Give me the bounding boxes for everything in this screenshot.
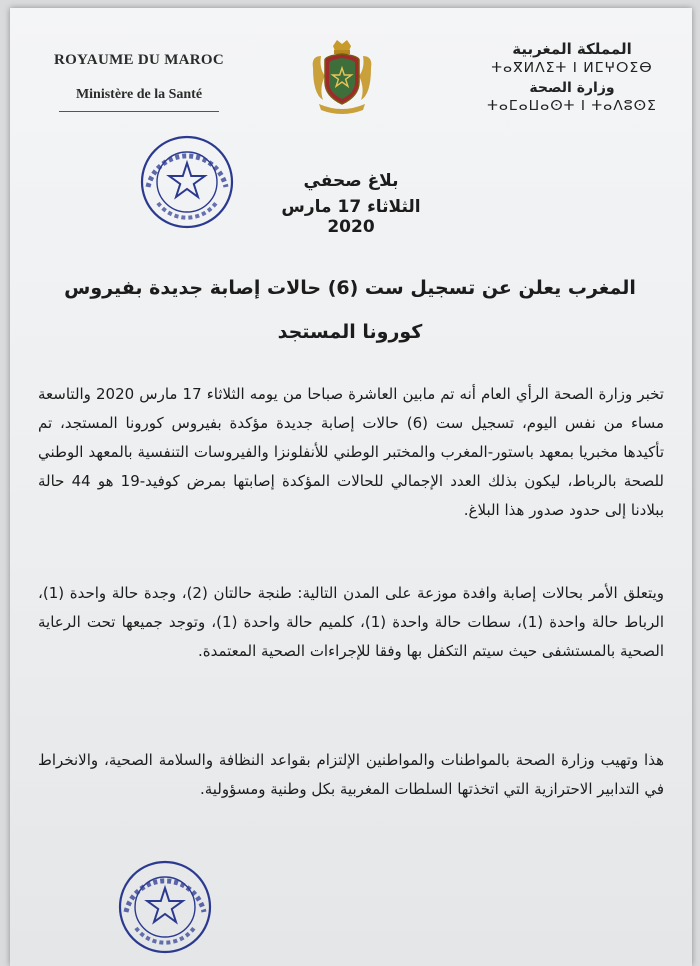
ministry-stamp-icon [138,133,236,231]
document-page [10,8,692,966]
header-ministry-tifinagh: ⵜⴰⵎⴰⵡⴰⵙⵜ ⵏ ⵜⴰⴷⵓⵙⵉ [487,98,657,114]
header-divider [59,111,219,112]
document-headline: المغرب يعلن عن تسجيل ست (6) حالات إصابة جديدة بفيروس كورونا المستجد [64,277,636,343]
coat-of-arms-icon [305,38,379,118]
press-release-label: بلاغ صحفي [303,171,399,191]
press-release-heading [266,171,436,237]
paragraph-3: هذا وتهيب وزارة الصحة بالمواطنات والمواطنين الإلتزام بقواعد النظافة والسلامة الصحية، والانخراط في التدابير الاحترازية التي اتخذتها السلطات المغربية بكل وطنية ومسؤولية. [38,751,664,798]
header-ministry-fr: Ministère de la Santé [75,87,203,102]
header-kingdom-fr: ROYAUME DU MAROC [53,52,225,68]
header-arabic [472,40,672,114]
header-french [34,52,244,112]
ministry-stamp-bottom-icon [116,858,214,956]
paragraph-2: ويتعلق الأمر بحالات إصابة وافدة موزعة على المدن التالية: طنجة حالتان (2)، وجدة حالة واحدة (1)، الرباط حالة واحدة (1)، سطات حالة واحدة (1)، كلميم حالة واحدة (1)، وتوجد جميعها تحت الرعاية الصحية بالمستشفى حيث سيتم التكفل بها وفقا للإجراءات الصحية المعتمدة. [38,584,665,660]
paragraph-1: تخبر وزارة الصحة الرأي العام أنه تم مابين العاشرة صباحا من يومه الثلاثاء 17 مارس 2020 والتاسعة مساء من نفس اليوم، تسجيل ست (6) حالات إصابة جديدة مؤكدة بفيروس كورونا المستجد، تم تأكيدها مخبريا بمعهد باستور-المغرب والمختبر الوطني للأنفلونزا والفيروسات التنفسية بالمعهد الوطني للصحة بالرباط، ليكون بذلك العدد الإجمالي للحالات المؤكدة إصابتها بمرض كوفيد-19 هو 44 حالة ببلادنا إلى حدود صدور هذا البلاغ. [38,385,665,519]
header-ministry-ar: وزارة الصحة [529,80,615,96]
header-kingdom-ar: المملكة المغربية [512,40,632,58]
press-release-date: الثلاثاء 17 مارس 2020 [281,197,421,237]
header-kingdom-tifinagh: ⵜⴰⴳⵍⴷⵉⵜ ⵏ ⵍⵎⵖⵔⵉⴱ [491,60,653,76]
